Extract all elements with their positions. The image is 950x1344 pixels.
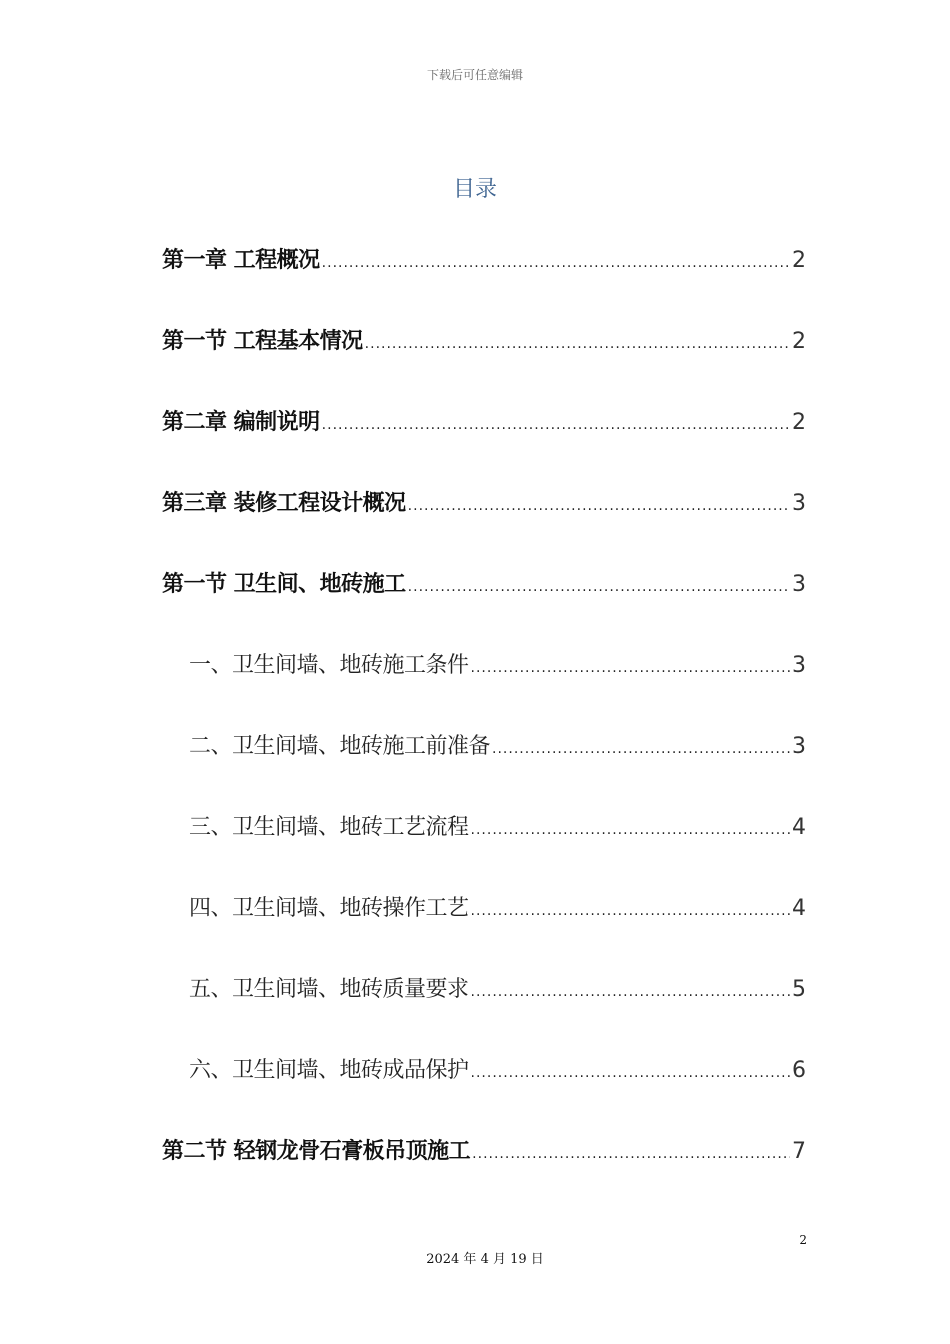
toc-dot-leader xyxy=(471,1055,790,1091)
toc-entry-page: 5 xyxy=(792,977,806,1002)
toc-entry-label: 二、卫生间墙、地砖施工前准备 xyxy=(189,734,491,759)
toc-entry-label: 三、卫生间墙、地砖工艺流程 xyxy=(189,815,469,840)
toc-dot-leader xyxy=(471,812,790,848)
toc-entry-page: 3 xyxy=(792,653,806,678)
toc-entry[interactable] xyxy=(162,1053,806,1089)
toc-entry-label: 第二章 编制说明 xyxy=(162,410,320,435)
toc-entry-label: 第一章 工程概况 xyxy=(162,248,320,273)
toc-entry-page: 2 xyxy=(792,410,806,435)
toc-dot-leader xyxy=(322,407,790,443)
toc-entry-page: 3 xyxy=(792,734,806,759)
toc-entry[interactable] xyxy=(162,648,806,684)
toc-entry[interactable] xyxy=(162,243,806,279)
toc-entry-label: 一、卫生间墙、地砖施工条件 xyxy=(189,653,469,678)
toc-dot-leader xyxy=(365,326,790,362)
toc-entry-page: 3 xyxy=(792,491,806,516)
toc-dot-leader xyxy=(471,650,790,686)
toc-dot-leader xyxy=(408,488,790,524)
toc-entry-page: 4 xyxy=(792,815,806,840)
toc-entry-page: 4 xyxy=(792,896,806,921)
toc-dot-leader xyxy=(472,1136,790,1172)
header-note: 下载后可任意编辑 xyxy=(426,68,523,82)
toc-title: 目录 xyxy=(452,177,497,202)
toc-entry-label: 第三章 装修工程设计概况 xyxy=(162,491,406,516)
toc-entry-label: 四、卫生间墙、地砖操作工艺 xyxy=(189,896,469,921)
toc-entry-label: 六、卫生间墙、地砖成品保护 xyxy=(189,1058,469,1083)
toc-dot-leader xyxy=(408,569,790,605)
footer-date: 2024 年 4 月 19 日 xyxy=(426,1252,544,1267)
toc-dot-leader xyxy=(492,731,790,767)
toc-entry[interactable] xyxy=(162,810,806,846)
toc-entry-label: 第一节 卫生间、地砖施工 xyxy=(162,572,406,597)
toc-entry[interactable] xyxy=(162,405,806,441)
toc-entry[interactable] xyxy=(162,891,806,927)
toc-entry[interactable] xyxy=(162,567,806,603)
toc-entry[interactable] xyxy=(162,972,806,1008)
toc-entry-label: 第二节 轻钢龙骨石膏板吊顶施工 xyxy=(162,1139,471,1164)
toc-entry-page: 6 xyxy=(792,1058,806,1083)
toc-dot-leader xyxy=(322,245,790,281)
toc-entry-page: 7 xyxy=(792,1139,806,1164)
toc-entry-page: 3 xyxy=(792,572,806,597)
toc-entry-page: 2 xyxy=(792,329,806,354)
toc-entry[interactable] xyxy=(162,324,806,360)
toc-entry-label: 第一节 工程基本情况 xyxy=(162,329,363,354)
toc-entry-page: 2 xyxy=(792,248,806,273)
toc-dot-leader xyxy=(471,893,790,929)
toc-entry[interactable] xyxy=(162,1134,806,1170)
page-number: 2 xyxy=(799,1233,807,1247)
toc-entry-label: 五、卫生间墙、地砖质量要求 xyxy=(189,977,469,1002)
toc-entry[interactable] xyxy=(162,486,806,522)
toc-dot-leader xyxy=(471,974,790,1010)
toc-entry[interactable] xyxy=(162,729,806,765)
